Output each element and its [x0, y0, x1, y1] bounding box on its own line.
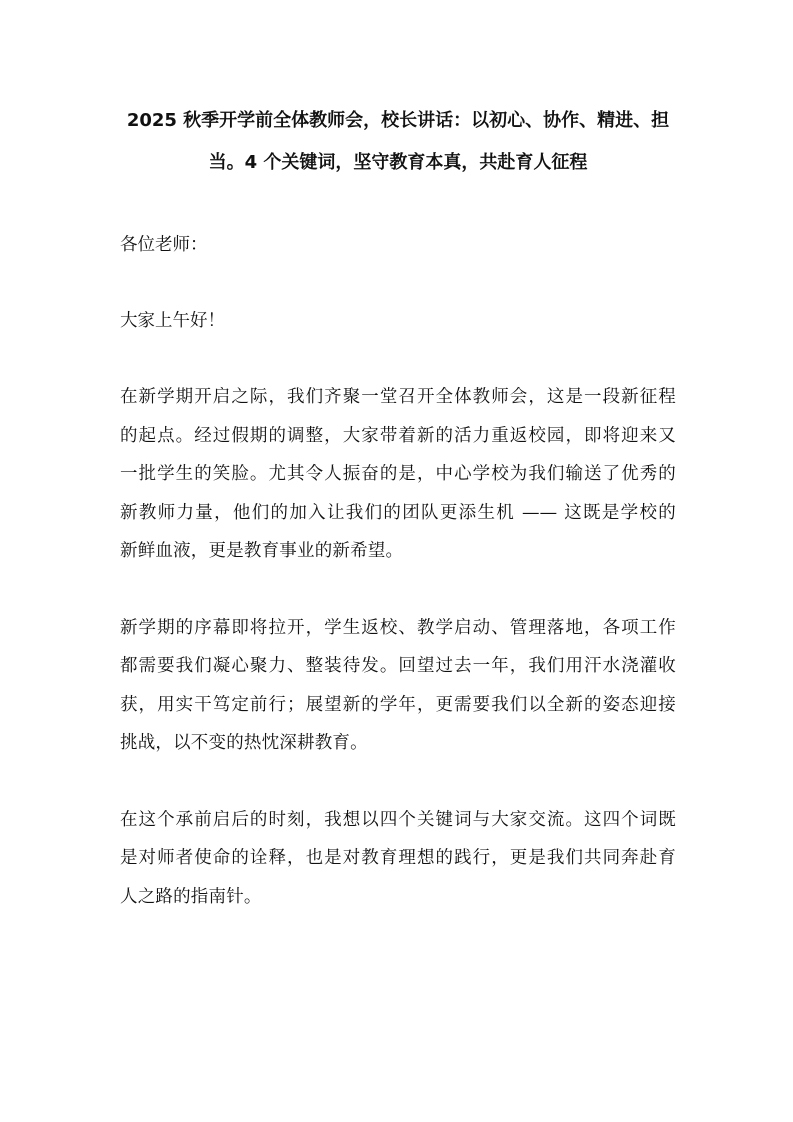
paragraph-line: 新学期的序幕即将拉开，学生返校、教学启动、管理落地，各项工作	[120, 617, 676, 638]
document-title	[110, 100, 686, 184]
paragraph-line: 挑战，以不变的热忱深耕教育。	[120, 733, 368, 753]
title-line-1: 2025 秋季开学前全体教师会，校长讲话：以初心、协作、精进、担	[126, 110, 670, 131]
paragraph-line: 人之路的指南针。	[120, 886, 262, 907]
salutation: 各位老师：	[120, 235, 208, 255]
greeting: 大家上午好！	[120, 311, 225, 331]
paragraph-2	[120, 609, 676, 763]
paragraph-line: 获，用实干笃定前行；展望新的学年，更需要我们以全新的姿态迎接	[120, 694, 676, 715]
document-page	[120, 100, 676, 916]
paragraph-line: 都需要我们凝心聚力、整装待发。回望过去一年，我们用汗水浇灌收	[120, 656, 676, 676]
title-line-2: 当。4 个关键词，坚守教育本真，共赴育人征程	[208, 152, 588, 173]
paragraph-line: 在这个承前启后的时刻，我想以四个关键词与大家交流。这四个词既	[120, 809, 676, 830]
paragraph-line: 在新学期开启之际，我们齐聚一堂召开全体教师会，这是一段新征程	[120, 387, 676, 407]
paragraph-line: 是对师者使命的诠释，也是对教育理想的践行，更是我们共同奔赴育	[120, 848, 676, 868]
paragraph-line: 新鲜血液，更是教育事业的新希望。	[120, 541, 404, 561]
paragraph-3	[120, 801, 676, 917]
paragraph-line: 新教师力量，他们的加入让我们的团队更添生机 —— 这既是学校的	[120, 502, 676, 523]
paragraph-line: 的起点。经过假期的调整，大家带着新的活力重返校园，即将迎来又	[120, 425, 676, 446]
paragraph-line: 一批学生的笑脸。尤其令人振奋的是，中心学校为我们输送了优秀的	[120, 464, 676, 484]
paragraph-1	[120, 378, 676, 571]
